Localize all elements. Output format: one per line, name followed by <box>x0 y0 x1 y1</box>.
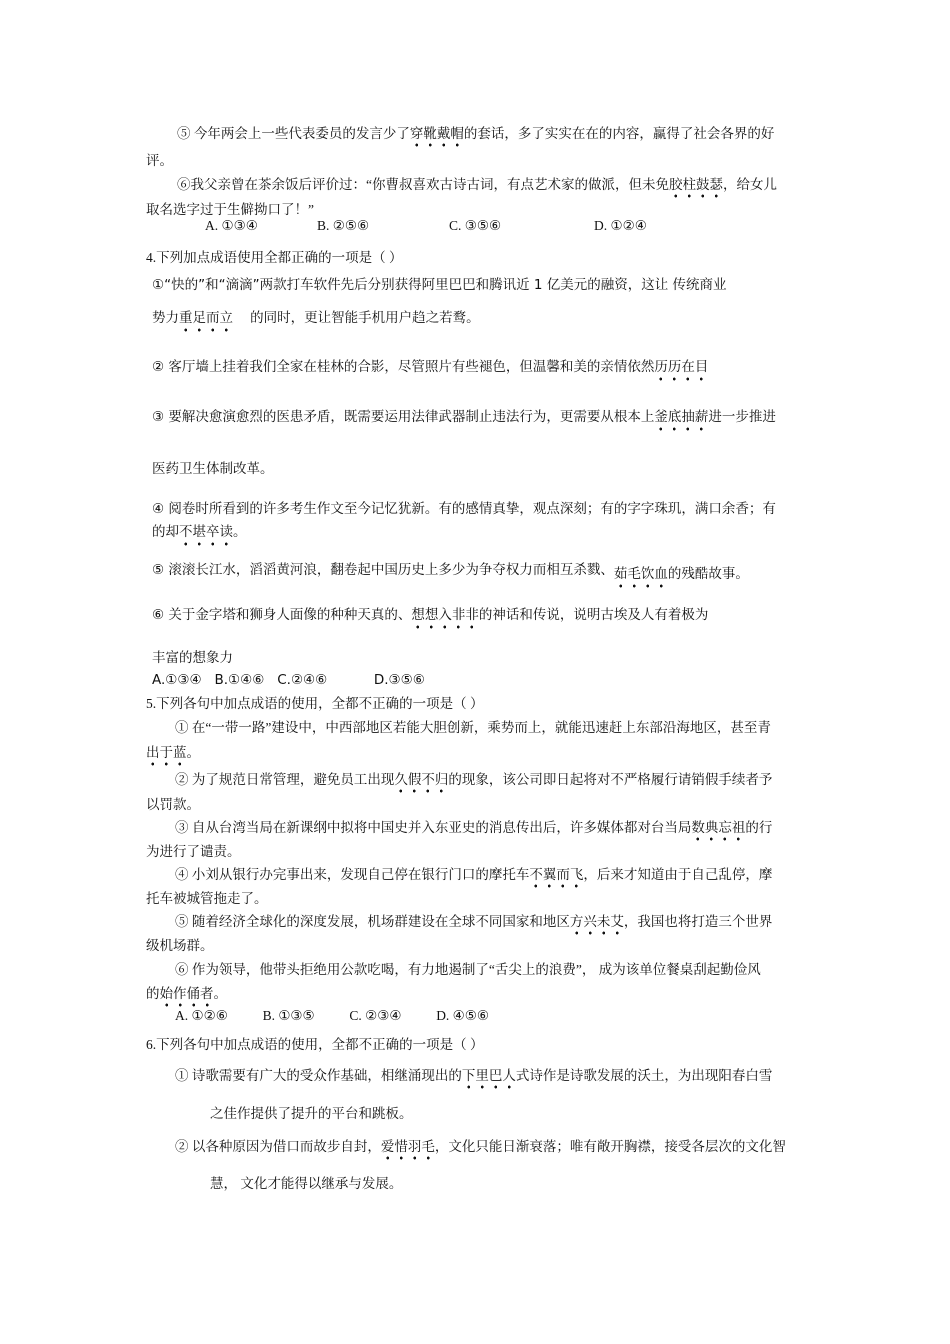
q5-option-a: A. ①②⑥ <box>175 1008 228 1023</box>
emphasized-idiom: 重足而立 <box>179 310 233 333</box>
q3-item-6-line-1: ⑥我父亲曾在茶余饭后评价过：“你曹叔喜欢古诗古词，有点艺术家的做派，但未免胶柱鼓瑟，给女儿 <box>177 173 777 193</box>
q4-item-2: ② 客厅墙上挂着我们全家在桂林的合影，尽管照片有些褪色，但温馨和美的亲情依然历历在目 <box>152 355 708 375</box>
emphasized-idiom: 釜底抽薪 <box>654 409 708 432</box>
q4-item-6-line-2: 丰富的想象力 <box>152 650 233 666</box>
q4-item-1-line-2: 势力重足而立 的同时，更让智能手机用户趋之若鹜。 <box>152 306 480 326</box>
q4-item-5: ⑤ 滚滚长江水，滔滔黄河浪，翻卷起中国历史上多少为争夺权力而相互杀戮、茹毛饮血的残酷故事。 <box>152 558 749 578</box>
emphasized-idiom: 茹毛饮血 <box>614 566 668 589</box>
q5-options <box>175 1008 489 1024</box>
q3-item-5-line-2: 评。 <box>146 153 173 168</box>
emphasized-idiom: 不翼而飞 <box>529 867 583 889</box>
q4-option-a: A.①③④ <box>152 672 202 688</box>
q3-item-5-line-1: ⑤ 今年两会上一些代表委员的发言少了穿靴戴帽的套话，多了实实在在的内容，赢得了社会各界的好 <box>177 122 774 142</box>
q5-item-3-line-1: ③ 自从台湾当局在新课纲中拟将中国史并入东亚史的消息传出后，许多媒体都对台当局数典忘祖的行 <box>175 816 772 836</box>
emphasized-idiom: 不堪卒读 <box>179 524 233 547</box>
q6-item-2-line-1: ② 以各种原因为借口而故步自封，爱惜羽毛，文化只能日渐衰落；唯有敞开胸襟，接受各层次的文化智 <box>175 1135 786 1155</box>
emphasized-idiom: 出于蓝 <box>146 745 187 767</box>
emphasized-idiom: 数典忘祖 <box>691 820 745 842</box>
q4-item-3-line-2: 医药卫生体制改革。 <box>152 461 274 477</box>
q4-options <box>152 672 425 688</box>
q5-item-4-line-2: 托车被城管拖走了。 <box>146 891 268 906</box>
q3-option-a: A. ①③④ <box>205 218 258 233</box>
q5-item-1-line-1: ① 在“一带一路”建设中，中西部地区若能大胆创新，乘势而上，就能迅速赶上东部沿海地区，甚至青 <box>175 720 771 735</box>
q3-option-b: B. ②⑤⑥ <box>317 218 370 233</box>
q5-item-3-line-2: 为进行了谴责。 <box>146 844 241 859</box>
q5-item-5-line-1: ⑤ 随着经济全球化的深度发展，机场群建设在全球不同国家和地区方兴未艾，我国也将打造三个世界 <box>175 910 772 930</box>
q4-option-c: C.②④⑥ <box>277 672 328 688</box>
q4-item-4-line-1: ④ 阅卷时所看到的许多考生作文至今记忆犹新。有的感情真挚，观点深刻；有的字字珠玑，满口余香；有 <box>152 501 776 517</box>
q6-item-1-line-1: ① 诗歌需要有广大的受众作基础，相继涌现出的下里巴人式诗作是诗歌发展的沃土，为出现阳春白雪 <box>175 1064 772 1084</box>
emphasized-idiom: 下里巴人 <box>462 1068 516 1090</box>
q5-stem: 5.下列各句中加点成语的使用，全都不正确的一项是（ ） <box>146 696 484 711</box>
q3-item-6-line-2: 取名选字过于生僻拗口了！” <box>146 202 314 217</box>
q6-item-2-line-2: 慧， 文化才能得以继承与发展。 <box>210 1176 403 1191</box>
q5-item-5-line-2: 级机场群。 <box>146 938 214 953</box>
q4-option-d: D.③⑤⑥ <box>373 672 425 688</box>
q3-option-d: D. ①②④ <box>594 218 647 233</box>
q5-item-2-line-2: 以罚款。 <box>146 797 200 812</box>
q3-option-c: C. ③⑤⑥ <box>449 218 502 233</box>
q6-item-1-line-2: 之佳作提供了提升的平台和跳板。 <box>210 1106 413 1121</box>
q5-item-6-line-1: ⑥ 作为领导，他带头拒绝用公款吃喝，有力地遏制了“舌尖上的浪费”， 成为该单位餐桌刮起勤俭风 <box>175 962 761 977</box>
q5-item-6-line-2: 的始作俑者。 <box>146 982 227 1002</box>
q5-option-b: B. ①③⑤ <box>262 1008 315 1023</box>
q4-stem: 4.下列加点成语使用全都正确的一项是（ ） <box>146 250 403 265</box>
emphasized-idiom: 胶柱鼓瑟 <box>669 177 723 199</box>
q5-option-c: C. ②③④ <box>349 1008 402 1023</box>
q4-item-6-line-1: ⑥ 关于金字塔和狮身人面像的种种天真的、想想入非非的神话和传说，说明古埃及人有着极为 <box>152 603 708 623</box>
emphasized-idiom: 穿靴戴帽 <box>410 126 464 148</box>
emphasized-idiom: 想想入非非 <box>411 607 479 630</box>
q4-item-4-line-2: 的却不堪卒读。 <box>152 520 247 540</box>
emphasized-idiom: 爱惜羽毛 <box>381 1139 435 1161</box>
emphasized-idiom: 始作俑者 <box>160 986 214 1008</box>
emphasized-idiom: 方兴未艾 <box>570 914 624 936</box>
q4-option-b: B.①④⑥ <box>214 672 265 688</box>
q6-stem: 6.下列各句中加点成语的使用，全都不正确的一项是（ ） <box>146 1037 484 1052</box>
q5-item-2-line-1: ② 为了规范日常管理，避免员工出现久假不归的现象，该公司即日起将对不严格履行请销假手续者予 <box>175 768 772 788</box>
q5-item-1-line-2: 出于蓝。 <box>146 741 200 761</box>
emphasized-idiom: 久假不归 <box>394 772 448 794</box>
q5-item-4-line-1: ④ 小刘从银行办完事出来，发现自己停在银行门口的摩托车不翼而飞，后来才知道由于自己乱停，摩 <box>175 863 772 883</box>
emphasized-idiom: 历历在目 <box>654 359 708 382</box>
q4-item-3-line-1: ③ 要解决愈演愈烈的医患矛盾，既需要运用法律武器制止违法行为，更需要从根本上釜底抽薪进一步推进 <box>152 405 776 425</box>
q4-item-1-line-1: ①“快的”和“滴滴”两款打车软件先后分别获得阿里巴巴和腾讯近 1 亿美元的融资，这让 传统商业 <box>152 277 727 293</box>
q5-option-d: D. ④⑤⑥ <box>436 1008 489 1023</box>
